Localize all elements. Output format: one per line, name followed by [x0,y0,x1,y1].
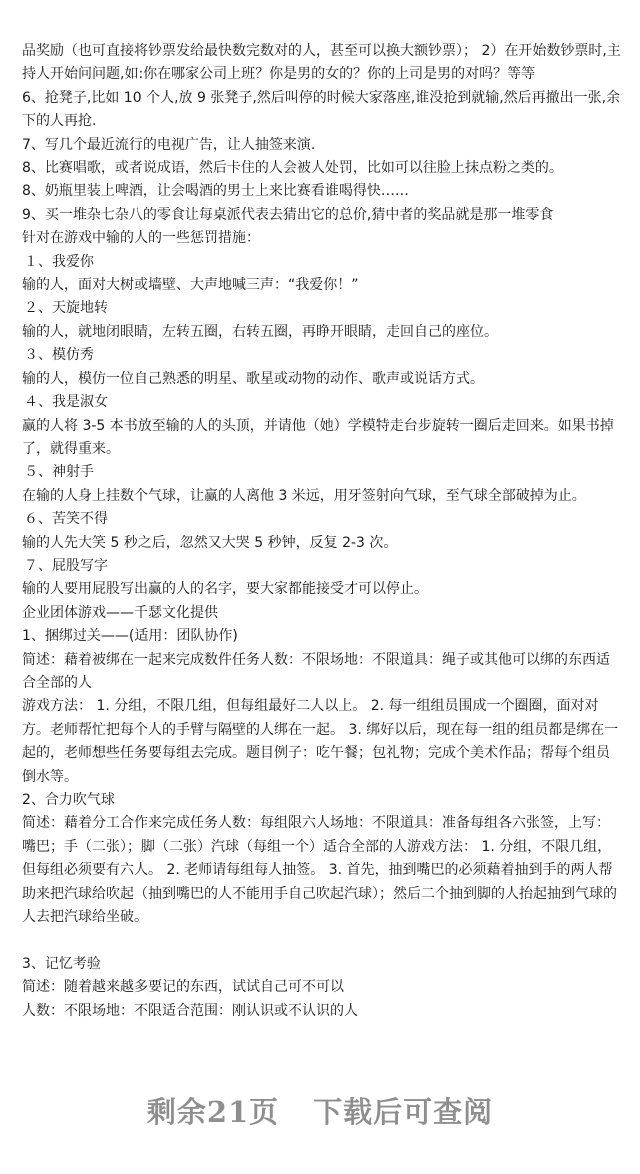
penalty-3-title: ３、模仿秀 [24,347,94,364]
game-2-title: 2、合力吹气球 [22,792,115,808]
penalty-6-title: ６、苦笑不得 [24,511,108,528]
game-3-summary: 简述：随着越来越多要记的东西，试试自己可不可以 [22,979,344,996]
paragraph-3: 7、写几个最近流行的电视广告，让人抽签来演. [22,136,316,153]
penalty-5-title: ５、神射手 [24,464,94,481]
download-banner [0,1090,640,1131]
game-1-method: 游戏方法： 1. 分组，不限几组，但每组最好二人以上。 2. 每一组组员围成一个圈圈，面对对方。老师帮忙把每个人的手臂与隔壁的人绑在一起。 3. 绑好以后，现在每一组的组员都是绑在一起的，老师想些任务要每组去完成。题目例子：吃午餐；包礼物；完成个美术作品；帮每个组员倒水等。 [22,698,619,785]
document-body [22,40,622,1023]
penalty-2-title: ２、天旋地转 [24,300,108,317]
penalty-1-title: １、我爱你 [24,253,94,270]
game-1-summary: 简述：藉着被绑在一起来完成数件任务人数：不限场地：不限道具：绳子或其他可以绑的东西适合全部的人 [22,651,610,691]
game-3-details: 人数：不限场地：不限适合范围：刚认识或不认识的人 [22,1002,358,1019]
penalty-4-text: 赢的人将 3-5 本书放至输的人的头顶，并请他（她）学模特走台步旋转一圈后走回来。如果书掉了，就得重来。 [22,417,614,457]
team-games-heading: 企业团体游戏——千瑟文化提供 [22,604,218,621]
download-to-view-text: 下载后可查阅 [313,1095,494,1129]
penalty-6-text: 输的人先大笑 5 秒之后，忽然又大哭 5 秒钟，反复 2-3 次。 [22,534,398,551]
game-3-title: 3、记忆考验 [22,955,101,972]
game-1-title: 1、捆绑过关——(适用：团队协作) [22,628,238,645]
penalty-5-text: 在输的人身上挂数个气球，让赢的人离他 3 米远，用牙签射向气球，至气球全部破掉为止。 [22,487,586,504]
penalty-4-title: ４、我是淑女 [24,394,108,411]
paragraph-2: 6、抢凳子,比如 10 个人,放 9 张凳子,然后叫停的时候大家落座,谁没抢到就输,然后再撤出一张,余下的人再抢. [22,89,621,130]
paragraph-6: 9、买一堆杂七杂八的零食让每桌派代表去猜出它的总价,猜中者的奖品就是那一堆零食 [22,206,554,223]
penalty-3-text: 输的人，模仿一位自己熟悉的明星、歌星或动物的动作、歌声或说话方式。 [22,370,484,387]
paragraph-5: 8、奶瓶里装上啤酒，让会喝酒的男士上来比赛看谁喝得快…… [22,183,409,200]
penalty-2-text: 输的人，就地闭眼睛，左转五圈，右转五圈，再睁开眼睛，走回自己的座位。 [22,323,498,340]
penalty-7-title: ７、屁股写字 [24,557,108,574]
remaining-pages-text: 剩余21页 [146,1095,280,1129]
game-2-summary: 简述：藉着分工合作来完成任务人数：每组限六人场地：不限道具：准备每组各六张签，上写：嘴巴；手（二张）；脚（二张）汽球（每组一个）适合全部的人游戏方法： 1. 分组，不限几组，但每组必须要有六人。 2. 老师请每组每人抽签。 3. 首先，抽到嘴巴的必须藉着抽到手的两人帮助来把汽球给吹起（抽到嘴巴的人不能用手自己吹起汽球）；然后二个抽到脚的人抬起抽到气球的人去把汽球给坐破。 [22,815,617,926]
blank-line [22,929,622,952]
penalty-7-text: 输的人要用屁股写出赢的人的名字，要大家都能接受才可以停止。 [22,581,428,598]
penalty-heading: 针对在游戏中输的人的一些惩罚措施： [22,230,260,247]
paragraph-1: 品奖励（也可直接将钞票发给最快数完数对的人，甚至可以换大额钞票）； 2）在开始数钞票时,主持人开始问问题,如:你在哪家公司上班？你是男的女的？你的上司是男的对吗？等等 [22,43,621,83]
penalty-1-text: 输的人，面对大树或墙壁、大声地喊三声：“我爱你！” [22,277,359,294]
paragraph-4: 8、比赛唱歌，或者说成语，然后卡住的人会被人处罚，比如可以往脸上抹点粉之类的。 [22,160,563,177]
